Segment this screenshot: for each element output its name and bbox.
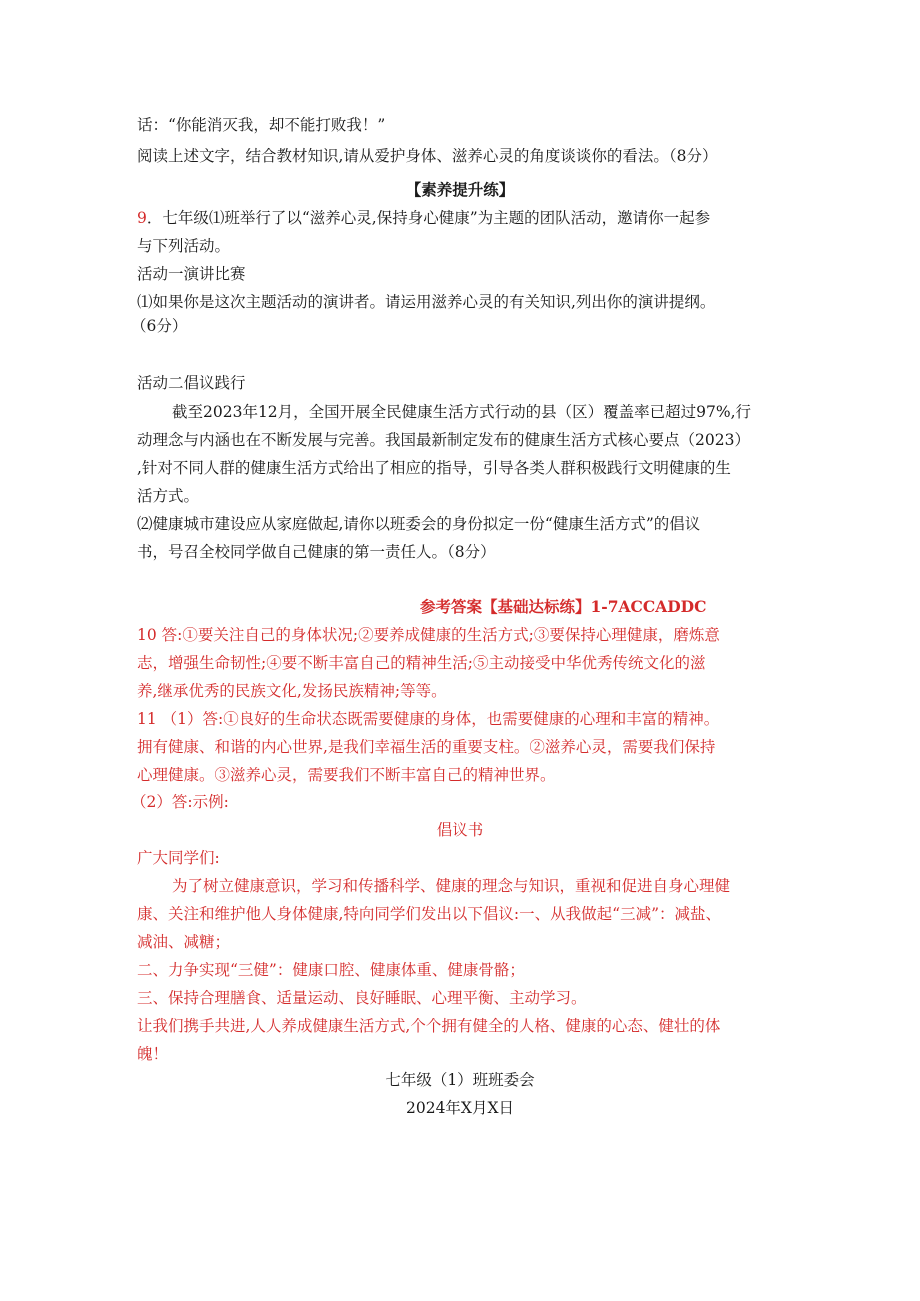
question-9-text-cont: 与下列活动。 [137,237,231,255]
activity-1-question: ⑴如果你是这次主题活动的演讲者。请运用滋养心灵的有关知识,列出你的演讲提纲。 [137,293,716,311]
proposal-body: 让我们携手共进,人人养成健康生活方式,个个拥有健全的人格、健康的心态、健壮的体 [137,1017,721,1035]
answers-heading: 参考答案【基础达标练】1-7ACCADDC [420,597,707,616]
activity-2-question: ⑵健康城市建设应从家庭做起,请你以班委会的身份拟定一份“健康生活方式”的倡议 [137,515,701,533]
activity-1-title: 活动一演讲比赛 [137,265,246,283]
answer-11-1: 拥有健康、和谐的内心世界,是我们幸福生活的重要支柱。②滋养心灵，需要我们保持 [137,738,716,756]
answer-11-1: 11 （1）答:①良好的生命状态既需要健康的身体，也需要健康的心理和丰富的精神。 [137,710,720,728]
answer-10: 志，增强生命韧性;④要不断丰富自己的精神生活;⑤主动接受中华优秀传统文化的滋 [137,654,706,672]
material-paragraph: 动理念与内涵也在不断发展与完善。我国最新制定发布的健康生活方式核心要点（2023） [137,431,750,449]
proposal-salutation: 广大同学们: [137,849,220,867]
activity-2-title: 活动二倡议践行 [137,374,246,392]
material-paragraph: 活方式。 [137,487,200,505]
question-9-text: ．七年级⑴班举行了以“滋养心灵,保持身心健康”为主题的团队活动，邀请你一起参 [146,209,711,227]
answer-10: 10 答:①要关注自己的身体状况;②要养成健康的生活方式;③要保持心理健康，磨炼意 [137,626,720,644]
activity-2-question: 书，号召全校同学做自己健康的第一责任人。（8分） [137,543,496,561]
proposal-signature: 七年级（1）班班委会 [385,1071,535,1089]
proposal-body: 魄！ [137,1045,169,1063]
question-8-prompt: 阅读上述文字，结合教材知识,请从爱护身体、滋养心灵的角度谈谈你的看法。（8分） [137,147,718,165]
material-paragraph: ,针对不同人群的健康生活方式给出了相应的指导，引导各类人群积极践行文明健康的生 [137,459,731,477]
question-9-line [137,208,710,228]
answer-11-1: 心理健康。③滋养心灵，需要我们不断丰富自己的精神世界。 [137,766,556,784]
proposal-date: 2024年X月X日 [405,1099,515,1117]
passage-line: 话：“你能消灭我，却不能打败我！” [137,116,386,134]
proposal-body: 康、关注和维护他人身体健康,特向同学们发出以下倡议:一、从我做起“三减”：减盐、 [137,905,722,923]
answer-10: 养,继承优秀的民族文化,发扬民族精神;等等。 [137,682,447,700]
proposal-body: 二、力争实现“三健”：健康口腔、健康体重、健康骨骼； [137,961,525,979]
activity-1-score: （6分） [131,317,188,335]
material-paragraph: 截至2023年12月，全国开展全民健康生活方式行动的县（区）覆盖率已超过97%,行 [172,403,752,421]
answer-11-2-label: （2）答:示例: [131,793,229,811]
proposal-body: 减油、减糖； [137,933,231,951]
question-9-number: 9 [137,209,147,227]
section-heading: 【素养提升练】 [405,180,515,199]
proposal-body: 三、保持合理膳食、适量运动、良好睡眠、心理平衡、主动学习。 [137,989,587,1007]
proposal-title: 倡议书 [436,821,484,839]
proposal-body: 为了树立健康意识，学习和传播科学、健康的理念与知识，重视和促进自身心理健 [172,877,731,895]
